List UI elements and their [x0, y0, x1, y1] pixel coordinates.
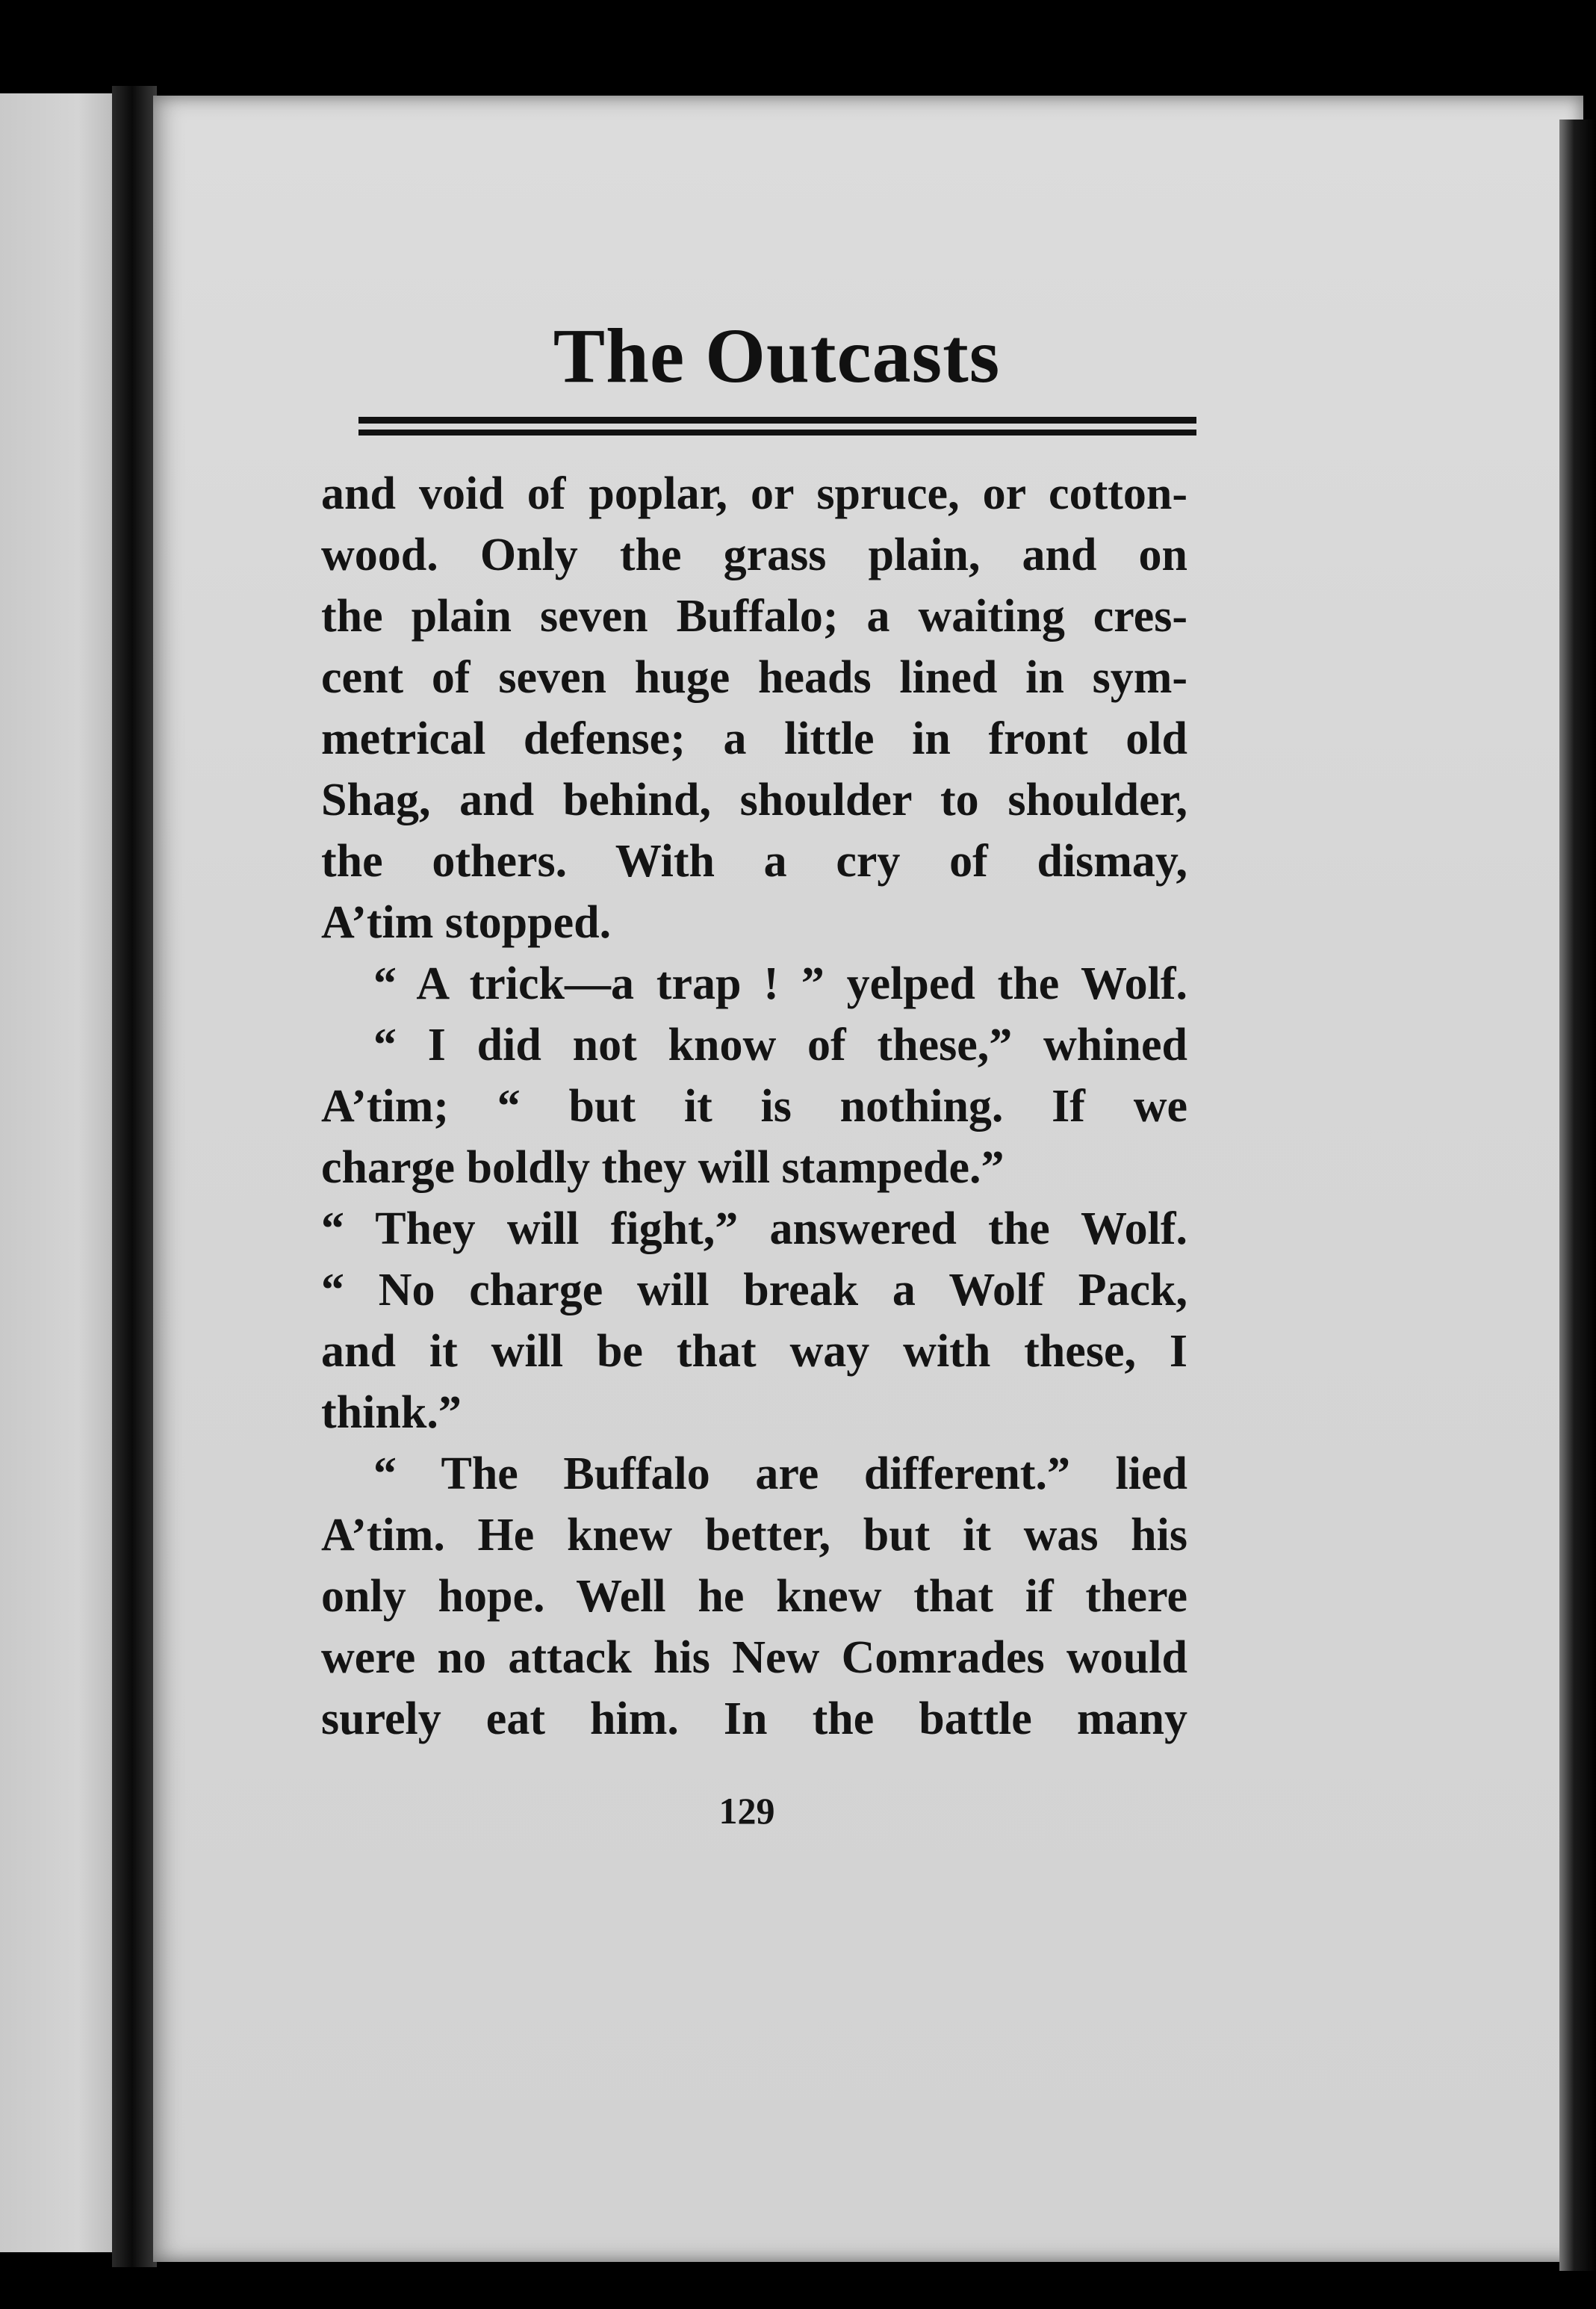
text-line: metrical defense; a little in front old — [321, 713, 1187, 764]
text-line: think.” — [321, 1387, 462, 1438]
text-line: were no attack his New Comrades would — [321, 1632, 1187, 1683]
header-double-rule — [358, 417, 1196, 439]
text-line: Shag, and behind, shoulder to shoulder, — [321, 775, 1187, 825]
text-line: the others. With a cry of dismay, — [321, 836, 1187, 887]
text-line: surely eat him. In the battle many — [321, 1693, 1187, 1744]
page-number: 129 — [718, 1790, 775, 1832]
page-right-edge — [1559, 120, 1596, 2271]
text-line: “ They will fight,” answered the Wolf. — [321, 1203, 1187, 1254]
text-line: “ The Buffalo are different.” lied — [373, 1448, 1187, 1499]
text-line: charge boldly they will stampede.” — [321, 1142, 1005, 1193]
text-line: A’tim stopped. — [321, 897, 612, 948]
text-line: A’tim; “ but it is nothing. If we — [321, 1081, 1187, 1132]
running-head: The Outcasts — [553, 313, 1001, 399]
text-line: “ I did not know of these,” whined — [373, 1020, 1187, 1070]
book-gutter — [112, 86, 157, 2267]
text-line: A’tim. He knew better, but it was his — [321, 1510, 1187, 1560]
body-text — [321, 463, 1187, 1749]
text-line: only hope. Well he knew that if there — [321, 1571, 1187, 1622]
header-rule-thick — [358, 417, 1196, 424]
text-line: “ No charge will break a Wolf Pack, — [321, 1265, 1187, 1315]
text-line: and it will be that way with these, I — [321, 1326, 1187, 1377]
text-line: and void of poplar, or spruce, or cotton- — [321, 468, 1187, 519]
text-line: cent of seven huge heads lined in sym- — [321, 652, 1187, 703]
text-line: “ A trick—a trap ! ” yelped the Wolf. — [373, 958, 1187, 1009]
header-rule-thin — [358, 430, 1196, 436]
text-line: wood. Only the grass plain, and on — [321, 530, 1187, 580]
text-line: the plain seven Buffalo; a waiting cres- — [321, 591, 1187, 642]
previous-page-edge — [0, 93, 112, 2252]
